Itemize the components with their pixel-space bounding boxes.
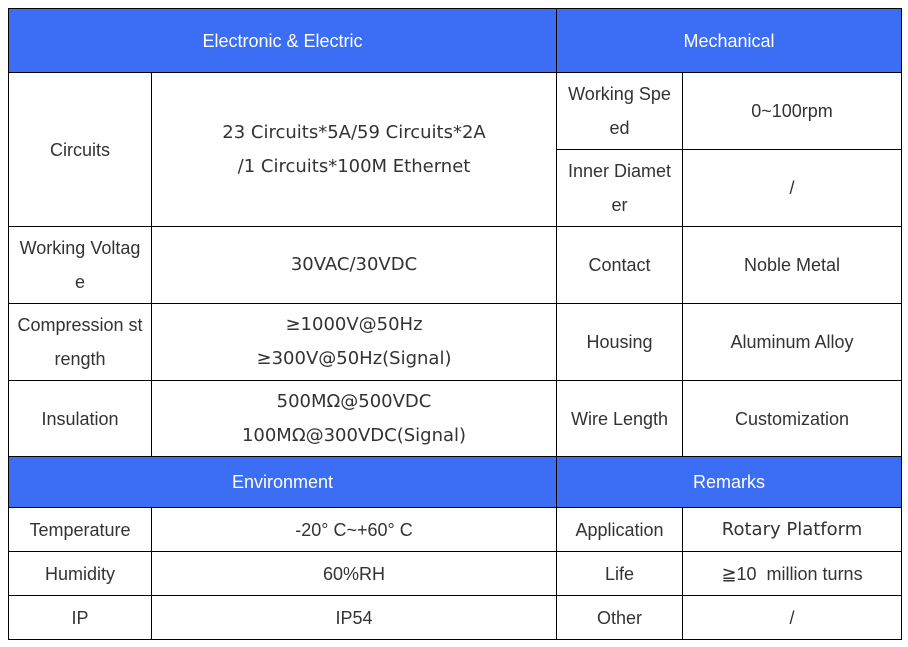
label-application: Application [557, 508, 683, 552]
value-insulation [152, 381, 557, 457]
header-mechanical: Mechanical [557, 9, 902, 73]
label-humidity: Humidity [9, 552, 152, 596]
value-line: 23 Circuits*5A/59 Circuits*2A [222, 121, 486, 143]
value-contact: Noble Metal [683, 227, 902, 304]
label-working-speed: Working Speed [557, 73, 683, 150]
label-contact: Contact [557, 227, 683, 304]
value-application: Rotary Platform [683, 508, 902, 552]
label-compression-strength: Compression strength [9, 304, 152, 381]
value-line: 30VAC/30VDC [290, 254, 418, 275]
value-working-voltage [152, 227, 557, 304]
label-insulation: Insulation [9, 381, 152, 457]
value-temperature: -20° C~+60° C [152, 508, 557, 552]
spec-table [8, 8, 902, 640]
label-circuits: Circuits [9, 73, 152, 227]
value-line: ≥1000V@50Hz [285, 314, 423, 335]
value-working-speed: 0~100rpm [683, 73, 902, 150]
value-housing: Aluminum Alloy [683, 304, 902, 381]
value-life: ≧10 million turns [683, 552, 902, 596]
label-temperature: Temperature [9, 508, 152, 552]
value-wire-length: Customization [683, 381, 902, 457]
label-working-voltage: Working Voltage [9, 227, 152, 304]
value-other: / [683, 596, 902, 640]
label-other: Other [557, 596, 683, 640]
value-ip: IP54 [152, 596, 557, 640]
value-line: ≥300V@50Hz(Signal) [256, 348, 452, 369]
value-circuits [152, 73, 557, 227]
label-inner-diameter: Inner Diameter [557, 150, 683, 227]
value-humidity: 60%RH [152, 552, 557, 596]
header-electronic: Electronic & Electric [9, 9, 557, 73]
label-wire-length: Wire Length [557, 381, 683, 457]
label-housing: Housing [557, 304, 683, 381]
value-inner-diameter: / [683, 150, 902, 227]
value-line: 100MΩ@300VDC(Signal) [241, 424, 467, 446]
label-life: Life [557, 552, 683, 596]
header-environment: Environment [9, 457, 557, 508]
value-line: 500MΩ@500VDC [276, 390, 432, 412]
label-ip: IP [9, 596, 152, 640]
value-line: /1 Circuits*100M Ethernet [237, 155, 471, 177]
value-compression-strength [152, 304, 557, 381]
header-remarks: Remarks [557, 457, 902, 508]
